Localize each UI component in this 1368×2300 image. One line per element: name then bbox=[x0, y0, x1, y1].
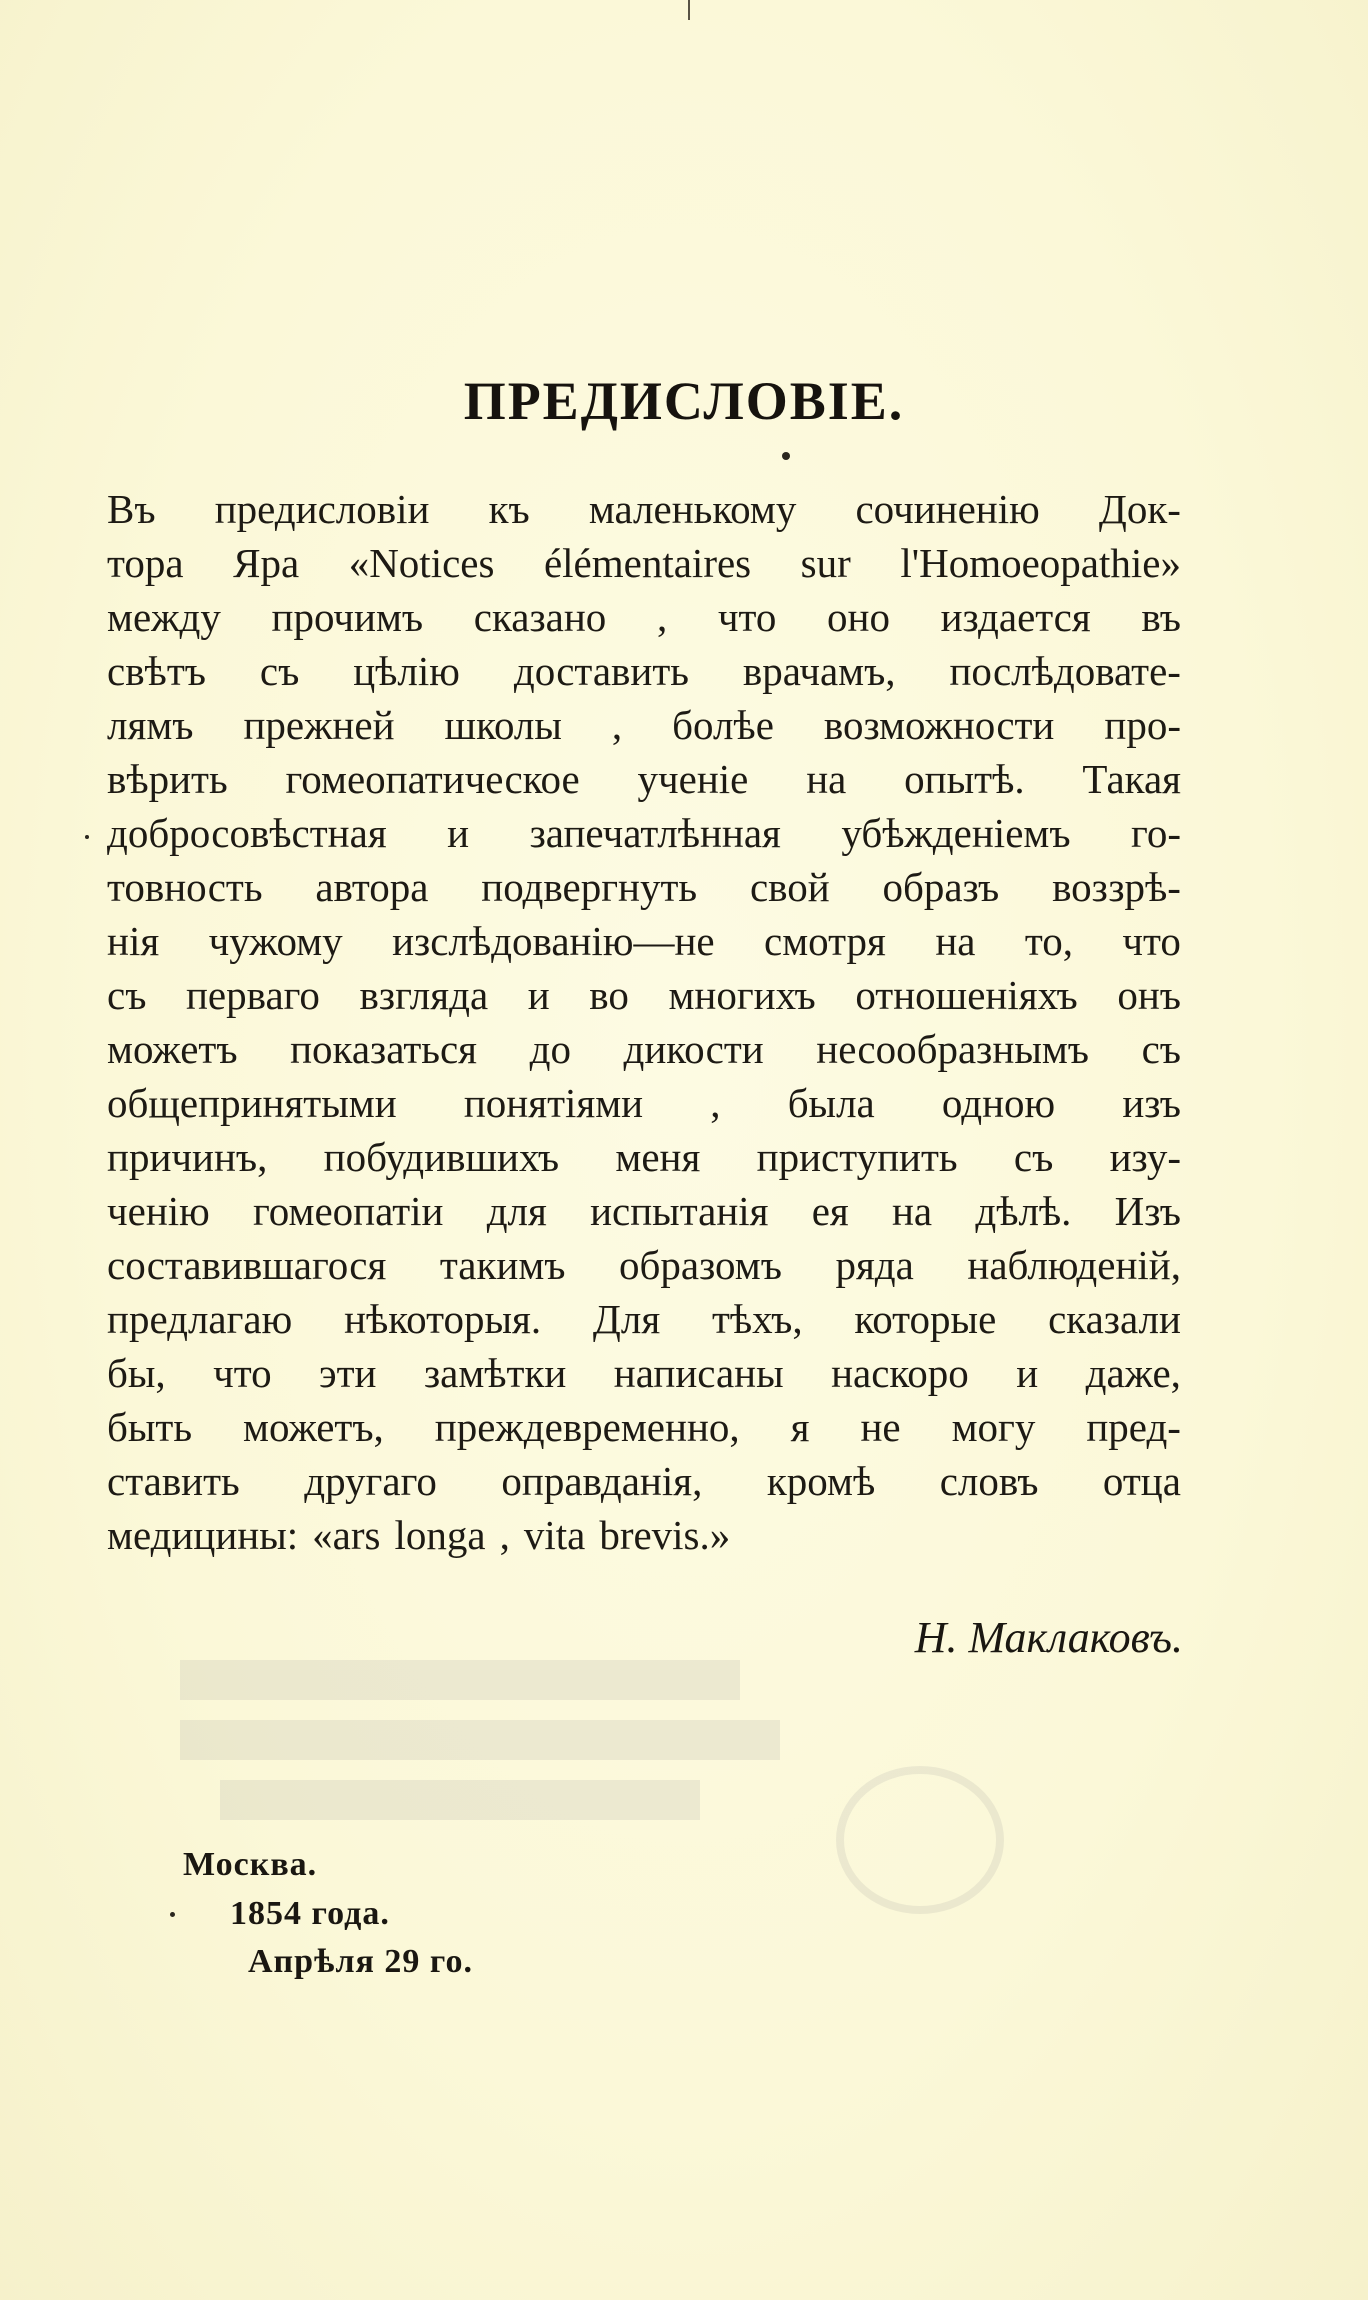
text-line bbox=[107, 1130, 1181, 1184]
word: понятіями bbox=[463, 1080, 644, 1126]
word: сказали bbox=[1048, 1296, 1181, 1342]
word: школы bbox=[444, 702, 562, 748]
word: на bbox=[935, 918, 976, 964]
word: чужому bbox=[208, 918, 343, 964]
text-line bbox=[107, 482, 1181, 536]
word: товность bbox=[107, 864, 263, 910]
word: ставить bbox=[107, 1458, 240, 1504]
text-line bbox=[107, 1184, 1181, 1238]
word: перваго bbox=[185, 972, 320, 1018]
word: во bbox=[589, 972, 629, 1018]
word: изу- bbox=[1109, 1134, 1181, 1180]
word: Изъ bbox=[1114, 1188, 1181, 1234]
word: изслѣдованію—не bbox=[392, 918, 715, 964]
word: побудившихъ bbox=[323, 1134, 560, 1180]
word: и bbox=[447, 810, 470, 856]
word: оно bbox=[827, 594, 890, 640]
word: l'Homoeopathie» bbox=[900, 540, 1181, 586]
page-title: ПРЕДИСЛОВІЕ. bbox=[463, 371, 905, 431]
word: дикости bbox=[623, 1026, 764, 1072]
word: одною bbox=[941, 1080, 1056, 1126]
word: написаны bbox=[613, 1350, 784, 1396]
word: меня bbox=[615, 1134, 701, 1180]
word: кромѣ bbox=[766, 1458, 876, 1504]
word: гомеопатическое bbox=[285, 756, 580, 802]
word: свѣтъ bbox=[107, 648, 206, 694]
word: ученіе bbox=[637, 756, 749, 802]
word: образомъ bbox=[619, 1242, 782, 1288]
place-line: Москва. bbox=[183, 1846, 318, 1883]
word: была bbox=[787, 1080, 875, 1126]
word: подвергнуть bbox=[481, 864, 698, 910]
text-line bbox=[107, 536, 1181, 590]
word: ченію bbox=[107, 1188, 210, 1234]
word: болѣе bbox=[672, 702, 774, 748]
word: го- bbox=[1131, 810, 1181, 856]
text-line bbox=[107, 752, 1181, 806]
text-line bbox=[107, 644, 1181, 698]
word: sur bbox=[800, 540, 851, 586]
word: смотря bbox=[764, 918, 886, 964]
text-line bbox=[107, 914, 1181, 968]
word: на bbox=[806, 756, 847, 802]
word: возможности bbox=[823, 702, 1055, 748]
word: съ bbox=[259, 648, 300, 694]
word: Такая bbox=[1082, 756, 1181, 802]
preface-body bbox=[107, 482, 1181, 1562]
word: про- bbox=[1104, 702, 1181, 748]
word: испытанія bbox=[590, 1188, 769, 1234]
word: свой bbox=[749, 864, 830, 910]
word: многихъ bbox=[668, 972, 816, 1018]
word: такимъ bbox=[439, 1242, 566, 1288]
date-line: Апрѣля 29 го. bbox=[248, 1943, 474, 1980]
word: къ bbox=[488, 486, 530, 532]
author-signature: Н. Маклаковъ. bbox=[914, 1613, 1183, 1662]
word: нѣкоторыя. bbox=[344, 1296, 542, 1342]
word: гомеопатіи bbox=[252, 1188, 444, 1234]
word: добросовѣстная bbox=[107, 810, 387, 856]
word: , bbox=[710, 1080, 721, 1126]
word: съ bbox=[1013, 1134, 1054, 1180]
word: сказано bbox=[473, 594, 607, 640]
word: сочиненію bbox=[855, 486, 1040, 532]
word: съ bbox=[1141, 1026, 1181, 1072]
word: дѣлѣ. bbox=[975, 1188, 1072, 1234]
word: вѣрить bbox=[107, 756, 228, 802]
word: можетъ bbox=[107, 1026, 238, 1072]
word: которые bbox=[854, 1296, 997, 1342]
text-line bbox=[107, 1346, 1181, 1400]
word: общепринятыми bbox=[107, 1080, 397, 1126]
word: воззрѣ- bbox=[1052, 864, 1181, 910]
word: Въ bbox=[107, 486, 156, 532]
page-top-mark bbox=[688, 0, 690, 20]
text-line bbox=[107, 806, 1181, 860]
word: тѣхъ, bbox=[712, 1296, 803, 1342]
word: въ bbox=[1141, 594, 1181, 640]
word: что bbox=[717, 594, 777, 640]
word: élémentaires bbox=[543, 540, 752, 586]
word: brevis.» bbox=[599, 1512, 731, 1558]
word: изъ bbox=[1122, 1080, 1181, 1126]
text-line bbox=[107, 1454, 1181, 1508]
word: составившагося bbox=[107, 1242, 387, 1288]
word: прочимъ bbox=[271, 594, 424, 640]
text-line bbox=[107, 698, 1181, 752]
word: автора bbox=[315, 864, 429, 910]
word: образъ bbox=[882, 864, 1000, 910]
text-line bbox=[107, 1400, 1181, 1454]
word: до bbox=[529, 1026, 571, 1072]
word: прежней bbox=[243, 702, 395, 748]
word: предлагаю bbox=[107, 1296, 293, 1342]
word: врачамъ, bbox=[742, 648, 896, 694]
word: можетъ, bbox=[243, 1404, 384, 1450]
word: наскоро bbox=[831, 1350, 969, 1396]
text-line bbox=[107, 590, 1181, 644]
word: другаго bbox=[304, 1458, 437, 1504]
word: послѣдовате- bbox=[949, 648, 1181, 694]
word: взгляда bbox=[359, 972, 489, 1018]
word: для bbox=[486, 1188, 547, 1234]
word: Яра bbox=[233, 540, 300, 586]
text-line bbox=[107, 1238, 1181, 1292]
word: эти bbox=[319, 1350, 377, 1396]
word: могу bbox=[951, 1404, 1036, 1450]
word: я bbox=[790, 1404, 810, 1450]
word: отца bbox=[1102, 1458, 1181, 1504]
word: опытѣ. bbox=[904, 756, 1025, 802]
ink-speck bbox=[170, 1912, 175, 1917]
word: цѣлію bbox=[353, 648, 460, 694]
word: маленькому bbox=[588, 486, 797, 532]
word: словъ bbox=[939, 1458, 1039, 1504]
word: онъ bbox=[1117, 972, 1181, 1018]
word: не bbox=[860, 1404, 901, 1450]
word: что bbox=[213, 1350, 272, 1396]
word: лямъ bbox=[107, 702, 194, 748]
word: несообразнымъ bbox=[816, 1026, 1090, 1072]
word: что bbox=[1122, 918, 1181, 964]
word: запечатлѣнная bbox=[529, 810, 781, 856]
word: причинъ, bbox=[107, 1134, 268, 1180]
word: «ars bbox=[312, 1512, 381, 1558]
word: показаться bbox=[290, 1026, 478, 1072]
ink-speck bbox=[85, 835, 89, 839]
word: , bbox=[656, 594, 668, 640]
word: vita bbox=[523, 1512, 586, 1558]
word: приступить bbox=[756, 1134, 958, 1180]
word: Для bbox=[592, 1296, 661, 1342]
text-line bbox=[107, 1508, 1181, 1562]
word: преждевременно, bbox=[434, 1404, 740, 1450]
word: ея bbox=[811, 1188, 849, 1234]
word: предисловіи bbox=[214, 486, 430, 532]
word: longa bbox=[394, 1512, 486, 1558]
word: между bbox=[107, 594, 221, 640]
word: пред- bbox=[1086, 1404, 1181, 1450]
word: издается bbox=[940, 594, 1091, 640]
word: то, bbox=[1024, 918, 1074, 964]
text-line bbox=[107, 860, 1181, 914]
word: оправданія, bbox=[501, 1458, 703, 1504]
word: даже, bbox=[1085, 1350, 1181, 1396]
word: , bbox=[611, 702, 623, 748]
word: на bbox=[891, 1188, 933, 1234]
word: Док- bbox=[1098, 486, 1181, 532]
word: тора bbox=[107, 540, 184, 586]
text-line bbox=[107, 968, 1181, 1022]
year-line: 1854 года. bbox=[230, 1895, 390, 1932]
word: ряда bbox=[835, 1242, 914, 1288]
ink-speck bbox=[782, 452, 790, 460]
word: «Notices bbox=[348, 540, 495, 586]
word: , bbox=[499, 1512, 510, 1558]
word: наблюденій, bbox=[967, 1242, 1181, 1288]
word: убѣжденіемъ bbox=[841, 810, 1071, 856]
word: бы, bbox=[107, 1350, 166, 1396]
word: и bbox=[527, 972, 550, 1018]
word: отношеніяхъ bbox=[855, 972, 1078, 1018]
word: съ bbox=[107, 972, 147, 1018]
word: медицины: bbox=[107, 1512, 299, 1558]
text-line bbox=[107, 1292, 1181, 1346]
word: и bbox=[1016, 1350, 1039, 1396]
word: нія bbox=[107, 918, 160, 964]
word: замѣтки bbox=[423, 1350, 567, 1396]
text-line bbox=[107, 1076, 1181, 1130]
word: быть bbox=[107, 1404, 193, 1450]
word: доставить bbox=[513, 648, 689, 694]
text-line bbox=[107, 1022, 1181, 1076]
